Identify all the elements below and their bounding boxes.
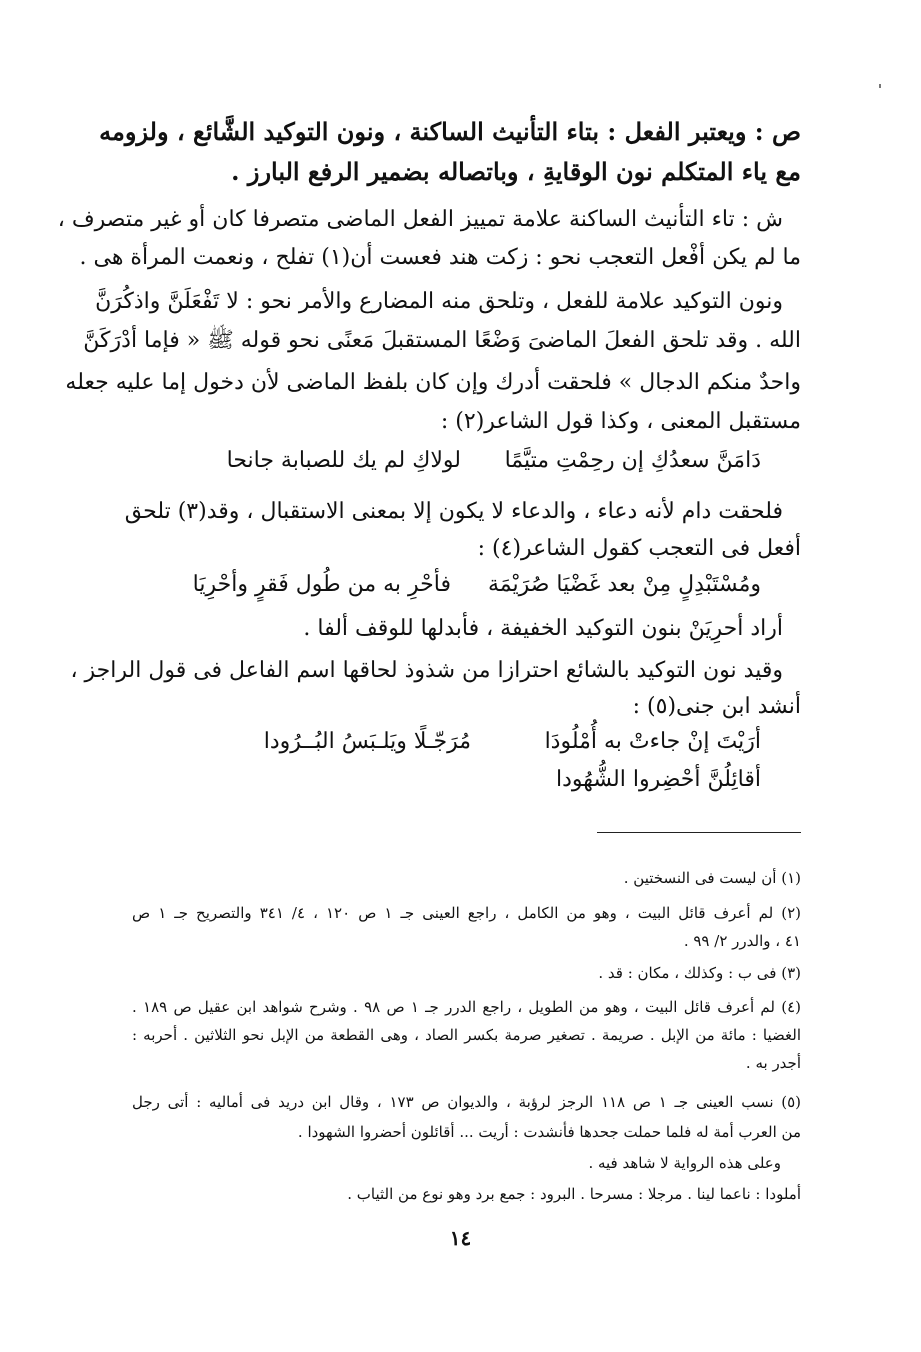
verse-1-second-hemistich: لولاكِ لم يك للصبابة جانحا	[226, 448, 461, 473]
verse-3-first-part: أرَيْتَ إنْ جاءتْ به أُمْلُودَا	[544, 729, 761, 754]
footnote-separator	[597, 832, 801, 833]
verse-2	[0, 568, 921, 604]
footnote-5-line-4: أملودا : ناعما لينا . مرجلا : مسرحا . البرود : جمع برد وهو نوع من الثياب .	[347, 1185, 801, 1203]
footnote-5-line-2: من العرب أمة له فلما حملت جحدها فأنشدت : أريت ... أقائلون أحضروا الشهودا .	[297, 1123, 801, 1141]
verse-1-first-hemistich: دَامَنَّ سعدُكِ إن رحِمْتِ متيَّمًا	[504, 448, 761, 473]
sharh-p2-line-4: مستقبل المعنى ، وكذا قول الشاعر(٢) :	[440, 409, 801, 434]
matn-line-1: ص : ويعتبر الفعل : بتاء التأنيث الساكنة ، ونون التوكيد الشَّائع ، ولزومه	[99, 117, 801, 146]
footnote-2-line-1: (٢) لم أعرف قائل البيت ، وهو من الكامل ، راجع العينى جـ ١ ص ١٢٠ ، ٤/ ٣٤١ والتصريح جـ ١ ص	[132, 904, 801, 922]
verse-3-line-2	[0, 763, 921, 799]
footnote-5-line-1: (٥) نسب العينى جـ ١ ص ١١٨ الرجز لرؤبة ، والديوان ص ١٧٣ ، وقال ابن دريد فى أماليه : أتى رجل	[132, 1093, 802, 1111]
sharh-p2-line-3: واحدٌ منكم الدجال » فلحقت أدرك وإن كان بلفظ الماضى لأن دخول إما عليه جعله	[65, 370, 801, 395]
scan-speck	[879, 84, 881, 88]
matn-line-2: مع ياء المتكلم نون الوقايةِ ، وباتصاله بضمير الرفع البارز .	[231, 157, 801, 186]
sharh-p5-line-2: أنشد ابن جنى(٥) :	[632, 694, 801, 719]
sharh-p1-line-2: ما لم يكن أفْعل التعجب نحو : زكت هند فعست أن(١) تفلح ، ونعمت المرأة هى .	[79, 245, 801, 270]
sharh-p3-line-1: فلحقت دام لأنه دعاء ، والدعاء لا يكون إلا بمعنى الاستقبال ، وقد(٣) تلحق	[124, 499, 783, 524]
sharh-p5-line-1: وقيد نون التوكيد بالشائع احترازا من شذوذ لحاقها اسم الفاعل فى قول الراجز ،	[70, 658, 783, 683]
verse-3-third-part: أقائِلُنَّ أحْضِروا الشُّهُودا	[556, 767, 761, 792]
footnote-2-line-2: ٤١ ، والدرر ٢/ ٩٩ .	[683, 932, 801, 950]
footnote-4-line-3: أجدر به .	[745, 1054, 801, 1072]
verse-1	[0, 444, 921, 480]
sharh-p3-line-2: أفعل فى التعجب كقول الشاعر(٤) :	[477, 536, 801, 561]
footnote-5-line-3: وعلى هذه الرواية لا شاهد فيه .	[588, 1154, 781, 1172]
verse-3	[0, 725, 921, 761]
verse-3-second-part: مُرَجّـلًا ويَلـبَسُ البُــرُودا	[263, 729, 471, 754]
sharh-p4-line-1: أراد أحرِيَنْ بنون التوكيد الخفيفة ، فأبدلها للوقف ألفا .	[303, 616, 783, 641]
sharh-p2-line-1: ونون التوكيد علامة للفعل ، وتلحق منه المضارع والأمر نحو : لا تَفْعَلَنَّ واذكُرَنَّ	[95, 289, 783, 314]
verse-2-first-hemistich: ومُسْتَبْدِلٍ مِنْ بعد غَضْيَا صُرَيْمَة	[487, 572, 761, 597]
footnote-1: (١) أن ليست فى النسختين .	[623, 869, 801, 887]
footnote-3: (٣) فى ب : وكذلك ، مكان : قد .	[598, 964, 801, 982]
sharh-p2-line-2: الله . وقد تلحق الفعلَ الماضىَ وَضْعًا المستقبلَ مَعنًى نحو قوله ﷺ « فإما أدْرَكَنَّ	[83, 328, 801, 353]
footnote-4-line-2: الغضيا : مائة من الإبل . صريمة . تصغير صرمة بكسر الصاد ، وهى القطعة من الإبل نحو الثلاثين . أحربه :	[132, 1026, 801, 1044]
page-number: ١٤	[449, 1226, 472, 1250]
sharh-p1-line-1: ش : تاء التأنيث الساكنة علامة تمييز الفعل الماضى متصرفا كان أو غير متصرف ،	[57, 207, 783, 232]
footnote-4-line-1: (٤) لم أعرف قائل البيت ، وهو من الطويل ، راجع الدرر جـ ١ ص ٩٨ . وشرح شواهد ابن عقيل ص ١٨٩ .	[132, 998, 801, 1016]
verse-2-second-hemistich: فأحْرِ به من طُول فَقرٍ وأحْرِيَا	[192, 572, 451, 597]
